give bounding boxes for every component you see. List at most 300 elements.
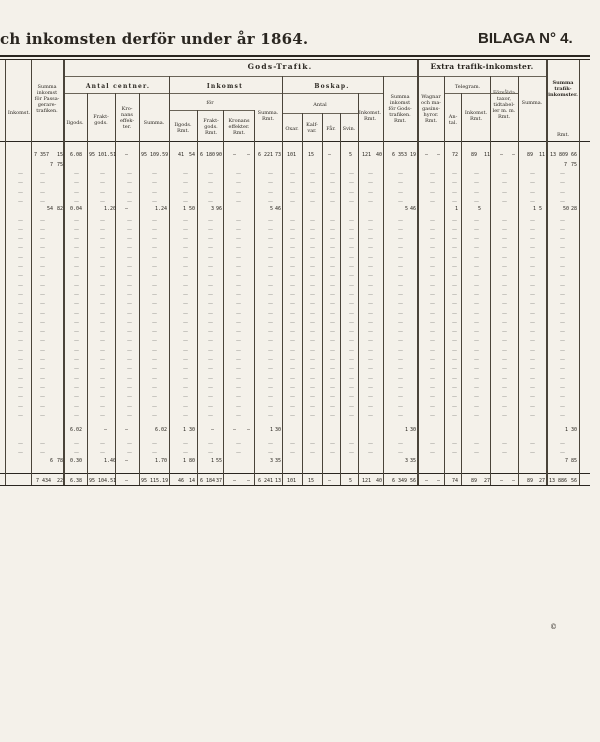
total-svin: 5 — [349, 478, 353, 484]
dash-mark: — — [530, 180, 535, 187]
dash-mark: — — [208, 338, 213, 345]
dash-mark: — — [452, 394, 457, 401]
dash-mark: — — [183, 254, 188, 261]
inkomst-header: Inkomst — [206, 83, 244, 90]
dash-mark: — — [430, 338, 435, 345]
dash-mark: — — [152, 366, 157, 373]
dash-mark: — — [502, 412, 507, 419]
lower1-ilgods: 6.02 — [70, 427, 83, 433]
col-line — [5, 60, 6, 485]
row3-left: 54 — [47, 206, 54, 212]
dash-mark: — — [310, 236, 315, 243]
dash-mark: — — [310, 291, 315, 298]
total-kalfvar: 15 — [308, 478, 315, 484]
dash-mark: — — [74, 329, 79, 336]
dash-mark: — — [152, 171, 157, 177]
row1-gods-kr: 6 353 — [392, 152, 408, 158]
dash-mark: — — [18, 301, 23, 308]
dash-mark: — — [40, 245, 45, 252]
dash-mark: — — [74, 403, 79, 410]
dash-mark: — — [452, 226, 457, 233]
dash-mark: — — [100, 412, 105, 419]
dash-mark: — — [183, 403, 188, 410]
dash-mark: — — [208, 226, 213, 233]
dash-mark: — — [100, 338, 105, 345]
row3-sumx-kr: 1 — [533, 206, 537, 212]
dash-mark: — — [349, 310, 354, 317]
dash-mark: — — [368, 180, 373, 187]
dash-mark: — — [398, 226, 403, 233]
row1-sum-ore: 73 — [275, 152, 282, 158]
col-line — [302, 113, 303, 485]
dash-mark: — — [127, 273, 132, 280]
dash-mark: — — [127, 394, 132, 401]
dash-mark: — — [368, 366, 373, 373]
total-grand-kr: 13 886 — [549, 478, 568, 484]
dash-mark: — — [152, 394, 157, 401]
dash-mark: — — [268, 450, 273, 456]
dash-mark: — — [349, 403, 354, 410]
dash-mark: — — [398, 291, 403, 298]
lower2-left-ore: 78 — [57, 458, 64, 464]
dash-mark: — — [349, 264, 354, 270]
dash-mark: — — [452, 310, 457, 317]
dash-mark: — — [474, 245, 479, 252]
dash-mark: — — [474, 366, 479, 373]
dash-mark: — — [530, 226, 535, 233]
dash-mark: — — [368, 291, 373, 298]
row3-frakt-ore: 96 — [216, 206, 223, 212]
row1-wagnar-ore: — — [437, 152, 441, 158]
col-line — [223, 110, 224, 485]
dash-mark: — — [310, 171, 315, 177]
dash-mark: — — [208, 282, 213, 289]
dash-mark: — — [474, 273, 479, 280]
dash-mark: — — [152, 273, 157, 280]
dash-mark: — — [40, 403, 45, 410]
dash-mark: — — [368, 245, 373, 252]
dash-mark: — — [330, 264, 335, 270]
dash-mark: — — [398, 338, 403, 345]
dash-mark: — — [452, 301, 457, 308]
col-line — [169, 76, 170, 485]
dash-mark: — — [330, 329, 335, 336]
dash-mark: — — [18, 254, 23, 261]
dash-mark: — — [310, 440, 315, 447]
dash-mark: — — [290, 375, 295, 382]
dash-mark: — — [74, 282, 79, 289]
dash-mark: — — [236, 254, 241, 261]
dash-mark: — — [40, 375, 45, 382]
dash-mark: — — [349, 412, 354, 419]
dash-mark: — — [368, 236, 373, 243]
col-line — [282, 76, 283, 485]
dash-mark: — — [560, 198, 565, 205]
row2-total: 7 — [564, 162, 568, 168]
dash-mark: — — [74, 319, 79, 326]
dash-mark: — — [474, 236, 479, 243]
dash-mark: — — [40, 440, 45, 447]
dash-mark: — — [349, 301, 354, 308]
lower1-ilg-kr: 1 — [183, 427, 187, 433]
dash-mark: — — [268, 282, 273, 289]
dash-mark: — — [530, 254, 535, 261]
dash-mark: — — [127, 245, 132, 252]
summa-header: Summa. — [143, 120, 165, 126]
dash-mark: — — [502, 310, 507, 317]
kronans-header: Kro- nans effek- ter. — [119, 106, 135, 130]
dash-mark: — — [268, 310, 273, 317]
dash-mark: — — [290, 245, 295, 252]
dash-mark: — — [74, 264, 79, 270]
total-frakt-ore: 37 — [216, 478, 223, 484]
dash-mark: — — [208, 171, 213, 177]
dash-mark: — — [127, 198, 132, 205]
lower2-ilg-ore: 80 — [189, 458, 196, 464]
dash-mark: — — [100, 310, 105, 317]
dash-mark: — — [127, 282, 132, 289]
dash-mark: — — [74, 301, 79, 308]
dash-mark: — — [560, 310, 565, 317]
dash-mark: — — [100, 319, 105, 326]
dash-mark: — — [530, 366, 535, 373]
col-line — [31, 60, 32, 485]
dash-mark: — — [560, 357, 565, 363]
dash-mark: — — [330, 338, 335, 345]
dash-mark: — — [152, 357, 157, 363]
dash-mark: — — [330, 189, 335, 196]
dash-mark: — — [398, 384, 403, 391]
dash-mark: — — [208, 254, 213, 261]
dash-mark: — — [208, 450, 213, 456]
dash-mark: — — [368, 403, 373, 410]
dash-mark: — — [310, 384, 315, 391]
dash-mark: — — [430, 319, 435, 326]
total-ilg-ore: 14 — [189, 478, 196, 484]
dash-mark: — — [368, 198, 373, 205]
dash-mark: — — [398, 366, 403, 373]
total-fors-ore: — — [512, 478, 516, 484]
fraktgods-header: Frakt- gods. — [93, 114, 109, 126]
row1-ilgods-ore: 54 — [189, 152, 196, 158]
dash-mark: — — [100, 189, 105, 196]
col-line — [340, 113, 341, 485]
dash-mark: — — [290, 440, 295, 447]
dash-mark: — — [398, 394, 403, 401]
dash-mark: — — [183, 338, 188, 345]
dash-mark: — — [268, 245, 273, 252]
dash-mark: — — [74, 357, 79, 363]
dash-mark: — — [398, 403, 403, 410]
dash-mark: — — [268, 264, 273, 270]
dash-mark: — — [474, 198, 479, 205]
dash-mark: — — [127, 450, 132, 456]
dash-mark: — — [452, 171, 457, 177]
total-far: — — [328, 478, 332, 484]
lower2-left: 6 — [50, 458, 54, 464]
dash-mark: — — [268, 236, 273, 243]
dash-mark: — — [18, 357, 23, 363]
dash-mark: — — [100, 403, 105, 410]
dash-mark: — — [474, 394, 479, 401]
dash-mark: — — [290, 403, 295, 410]
bottom-rule-2 — [0, 485, 590, 486]
dash-mark: — — [452, 357, 457, 363]
dash-mark: — — [290, 198, 295, 205]
dash-mark: — — [290, 450, 295, 456]
dash-mark: — — [236, 375, 241, 382]
dash-mark: — — [530, 412, 535, 419]
dash-mark: — — [502, 226, 507, 233]
dash-mark: — — [74, 189, 79, 196]
lower2-ilg-kr: 1 — [183, 458, 187, 464]
dash-mark: — — [398, 189, 403, 196]
dash-mark: — — [183, 226, 188, 233]
dash-mark: — — [560, 403, 565, 410]
dash-mark: — — [368, 264, 373, 270]
dash-mark: — — [398, 273, 403, 280]
dash-mark: — — [127, 347, 132, 354]
dash-mark: — — [502, 217, 507, 224]
dash-mark: — — [152, 291, 157, 298]
dash-mark: — — [349, 375, 354, 382]
dash-mark: — — [330, 347, 335, 354]
dash-mark: — — [502, 171, 507, 177]
dash-mark: — — [208, 301, 213, 308]
row1-svin: 5 — [349, 152, 353, 158]
dash-mark: — — [18, 236, 23, 243]
dash-mark: — — [268, 366, 273, 373]
dash-mark: — — [430, 291, 435, 298]
dash-mark: — — [474, 291, 479, 298]
dash-mark: — — [183, 301, 188, 308]
row1-boskap-kr: 121 — [362, 152, 372, 158]
dash-mark: — — [40, 180, 45, 187]
dash-mark: — — [208, 180, 213, 187]
dash-mark: — — [152, 319, 157, 326]
dash-mark: — — [310, 403, 315, 410]
dash-mark: — — [208, 394, 213, 401]
dash-mark: — — [290, 347, 295, 354]
dash-mark: — — [290, 319, 295, 326]
dash-mark: — — [398, 282, 403, 289]
telegram-header: Telegram. — [454, 84, 481, 90]
dash-mark: — — [530, 375, 535, 382]
dash-mark: — — [368, 310, 373, 317]
row1-ilgods: 6.08 — [70, 152, 83, 158]
dash-mark: — — [502, 291, 507, 298]
dash-mark: — — [560, 329, 565, 336]
dash-mark: — — [310, 375, 315, 382]
dash-mark: — — [430, 273, 435, 280]
dash-mark: — — [268, 254, 273, 261]
dash-mark: — — [502, 254, 507, 261]
dash-mark: — — [100, 236, 105, 243]
dash-mark: — — [40, 198, 45, 205]
dash-mark: — — [368, 273, 373, 280]
dash-mark: — — [430, 375, 435, 382]
dash-mark: — — [560, 347, 565, 354]
total-sumx-ore: 27 — [539, 478, 546, 484]
dash-mark: — — [208, 236, 213, 243]
total-gods-kr: 6 349 — [392, 478, 408, 484]
dash-mark: — — [208, 264, 213, 270]
dash-mark: — — [152, 189, 157, 196]
dash-mark: — — [452, 403, 457, 410]
row3-tel-kr: 5 — [478, 206, 482, 212]
dash-mark: — — [236, 319, 241, 326]
dash-mark: — — [100, 440, 105, 447]
dash-mark: — — [18, 273, 23, 280]
row2-left: 7 — [50, 162, 54, 168]
dash-mark: — — [452, 180, 457, 187]
dash-mark: — — [236, 198, 241, 205]
dash-mark: — — [452, 245, 457, 252]
dash-mark: — — [349, 226, 354, 233]
dash-mark: — — [208, 198, 213, 205]
dash-mark: — — [430, 217, 435, 224]
total-boskap-kr: 121 — [362, 478, 372, 484]
lower2-sum-ore: 35 — [275, 458, 282, 464]
dash-mark: — — [236, 273, 241, 280]
dash-mark: — — [127, 329, 132, 336]
dash-mark: — — [74, 338, 79, 345]
dash-mark: — — [330, 375, 335, 382]
dash-mark: — — [127, 189, 132, 196]
dash-mark: — — [502, 301, 507, 308]
dash-mark: — — [502, 338, 507, 345]
dash-mark: — — [100, 366, 105, 373]
row1-fraktgods: 95 101.51 — [89, 152, 117, 158]
dash-mark: — — [208, 357, 213, 363]
dash-mark: — — [530, 357, 535, 363]
dash-mark: — — [183, 310, 188, 317]
dash-mark: — — [183, 189, 188, 196]
dash-mark: — — [74, 412, 79, 419]
dash-mark: — — [127, 384, 132, 391]
dash-mark: — — [310, 394, 315, 401]
total-ilgods: 6.38 — [70, 478, 83, 484]
dash-mark: — — [530, 394, 535, 401]
forsaljda-header: taxor, tidtabel- ler m. m. Rmt. — [492, 96, 516, 120]
dash-mark: — — [152, 301, 157, 308]
dash-mark: — — [502, 319, 507, 326]
dash-mark: — — [430, 412, 435, 419]
dash-mark: — — [152, 384, 157, 391]
row3-gods-ore: 46 — [410, 206, 417, 212]
total-boskap-ore: 40 — [376, 478, 383, 484]
page-title: ch inkomsten derför under år 1864. — [0, 30, 309, 48]
dash-mark: — — [502, 329, 507, 336]
col-line — [579, 60, 580, 485]
dash-mark: — — [530, 384, 535, 391]
dash-mark: — — [502, 366, 507, 373]
row3-left-ore: 82 — [57, 206, 64, 212]
extra-header: Extra trafik-inkomster. — [430, 62, 534, 71]
dash-mark: — — [236, 384, 241, 391]
dash-mark: — — [398, 236, 403, 243]
lower2-sum-kr: 3 — [270, 458, 274, 464]
dash-mark: — — [530, 347, 535, 354]
col-line — [461, 93, 462, 485]
row1-kalfvar: 15 — [308, 152, 315, 158]
dash-mark: — — [330, 394, 335, 401]
dash-mark: — — [452, 291, 457, 298]
dash-mark: — — [502, 245, 507, 252]
dash-mark: — — [268, 226, 273, 233]
dash-mark: — — [430, 329, 435, 336]
row3-ilgods: 0.04 — [70, 206, 83, 212]
dash-mark: — — [18, 375, 23, 382]
dash-mark: — — [330, 450, 335, 456]
dash-mark: — — [502, 189, 507, 196]
dash-mark: — — [349, 282, 354, 289]
total-ilg-kr: 46 — [178, 478, 185, 484]
kalfvar-header: Kalf- var. — [306, 122, 318, 134]
dash-mark: — — [18, 366, 23, 373]
dash-mark: — — [18, 384, 23, 391]
dash-mark: — — [560, 366, 565, 373]
dash-mark: — — [40, 226, 45, 233]
dash-mark: — — [208, 217, 213, 224]
dash-mark: — — [290, 412, 295, 419]
dash-mark: — — [502, 282, 507, 289]
dash-mark: — — [474, 217, 479, 224]
antal-header: Antal — [313, 102, 327, 108]
dash-mark: — — [268, 440, 273, 447]
dash-mark: — — [152, 282, 157, 289]
corner-mark: © — [550, 623, 557, 631]
dash-mark: — — [330, 301, 335, 308]
dash-mark: — — [18, 440, 23, 447]
dash-mark: — — [236, 180, 241, 187]
dash-mark: — — [290, 282, 295, 289]
dash-mark: — — [268, 319, 273, 326]
dash-mark: — — [560, 375, 565, 382]
dash-mark: — — [290, 171, 295, 177]
dash-mark: — — [127, 319, 132, 326]
left-inkomst-header: Inkomst. — [7, 110, 31, 116]
dash-mark: — — [152, 236, 157, 243]
dash-mark: — — [183, 450, 188, 456]
dash-mark: — — [368, 319, 373, 326]
dash-mark: — — [368, 440, 373, 447]
dash-mark: — — [152, 403, 157, 410]
lower1-kron: — — [125, 427, 129, 433]
top-rule — [0, 55, 590, 57]
dash-mark: — — [18, 412, 23, 419]
dash-mark: — — [430, 440, 435, 447]
dash-mark: — — [290, 273, 295, 280]
dash-mark: — — [40, 450, 45, 456]
dash-mark: — — [502, 264, 507, 270]
row2-total-ore: 75 — [571, 162, 578, 168]
dash-mark: — — [236, 310, 241, 317]
total-frakt-kr: 6 184 — [200, 478, 216, 484]
row3-frakt: 1.20 — [104, 206, 117, 212]
dash-mark: — — [208, 347, 213, 354]
dash-mark: — — [40, 319, 45, 326]
header-rule-5 — [282, 113, 358, 114]
total-left-ore: 22 — [57, 478, 64, 484]
dash-mark: — — [100, 198, 105, 205]
antal-centner-header: Antal centner. — [85, 83, 151, 90]
dash-mark: — — [368, 384, 373, 391]
dash-mark: — — [310, 412, 315, 419]
dash-mark: — — [452, 282, 457, 289]
dash-mark: — — [530, 264, 535, 270]
dash-mark: — — [18, 403, 23, 410]
